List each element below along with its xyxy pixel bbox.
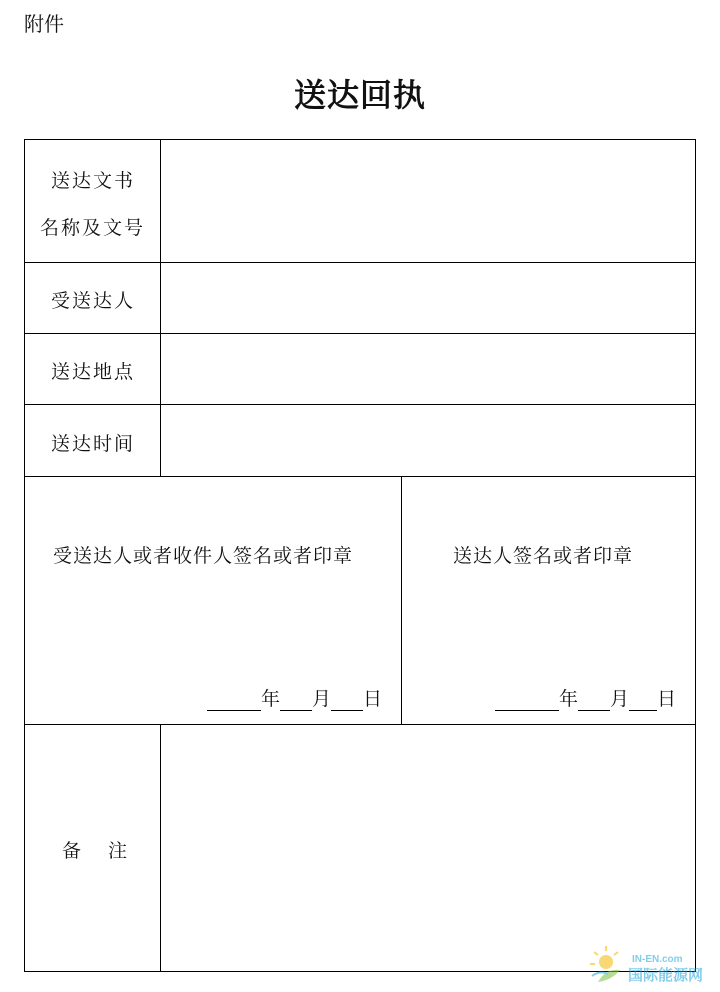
recipient-label: 受送达人 [51, 290, 136, 312]
in-en-watermark-logo [586, 940, 716, 988]
month-unit: 月 [610, 688, 630, 710]
recipient-sign-date [207, 684, 382, 711]
table-border-left [24, 139, 25, 972]
day-blank[interactable] [331, 690, 363, 711]
server-sign-date [495, 684, 676, 711]
document-name-field[interactable] [161, 140, 695, 262]
delivery-time-field[interactable] [161, 405, 695, 476]
delivery-place-field[interactable] [161, 334, 695, 404]
month-blank[interactable] [280, 690, 312, 711]
year-blank[interactable] [207, 690, 261, 711]
watermark-site-text: 国际能源网 [628, 966, 704, 984]
recipient-field[interactable] [161, 263, 695, 333]
signature-column-divider [401, 476, 402, 724]
server-signature-label: 送达人签名或者印章 [453, 545, 634, 567]
delivery-place-label: 送达地点 [51, 361, 136, 383]
day-blank[interactable] [629, 690, 657, 711]
month-unit: 月 [312, 688, 332, 710]
page-title: 送达回执 [293, 76, 426, 114]
watermark-brand-text: IN-EN.com [632, 954, 683, 965]
table-border-right [695, 139, 696, 972]
document-name-label-line1: 送达文书 [51, 170, 136, 192]
day-unit: 日 [363, 688, 383, 710]
row-divider [24, 476, 696, 477]
remarks-label: 备 注 [62, 840, 132, 862]
month-blank[interactable] [578, 690, 610, 711]
day-unit: 日 [657, 688, 677, 710]
document-name-label-line2: 名称及文号 [40, 217, 146, 239]
year-blank[interactable] [495, 690, 559, 711]
delivery-time-label: 送达时间 [51, 433, 136, 455]
remarks-field[interactable] [161, 725, 695, 971]
attachment-label: 附件 [24, 12, 64, 36]
recipient-signature-label: 受送达人或者收件人签名或者印章 [53, 545, 354, 567]
year-unit: 年 [559, 688, 579, 710]
sun-icon [590, 946, 618, 969]
year-unit: 年 [261, 688, 281, 710]
